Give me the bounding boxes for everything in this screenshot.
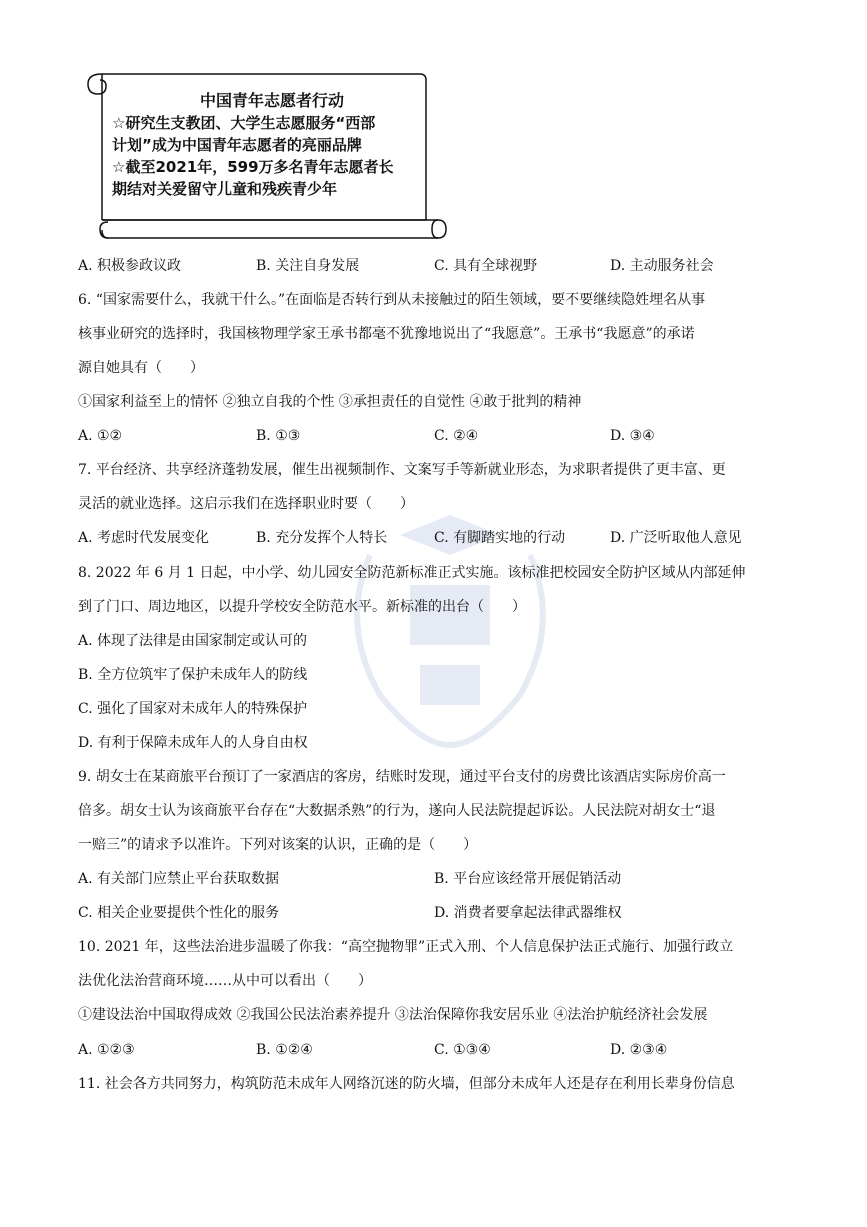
q9-option-b: B. 平台应该经常开展促销活动	[434, 871, 622, 887]
q6-stem-line: 核事业研究的选择时，我国核物理学家王承书都毫不犹豫地说出了“我愿意”。王承书“我愿意”的承诺	[78, 326, 695, 342]
q6-option-a: A. ①②	[78, 428, 123, 444]
q6-option-c: C. ②④	[434, 428, 479, 444]
q6-choices-list: ①国家利益至上的情怀 ②独立自我的个性 ③承担责任的自觉性 ④敢于批判的精神	[78, 394, 582, 410]
q9-option-d: D. 消费者要拿起法律武器维权	[434, 905, 622, 921]
q7-option-a: A. 考虑时代发展变化	[78, 530, 210, 546]
scroll-line: 期结对关爱留守儿童和残疾青少年	[112, 180, 338, 198]
q8-option-b: B. 全方位筑牢了保护未成年人的防线	[78, 667, 308, 683]
q6-stem-line: 源自她具有（ ）	[78, 360, 204, 376]
q9-stem-line: 一赔三”的请求予以准许。下列对该案的认识，正确的是（ ）	[78, 837, 478, 853]
q5-option-c: C. 具有全球视野	[434, 258, 538, 274]
q8-option-c: C. 强化了国家对未成年人的特殊保护	[78, 701, 308, 717]
scroll-title: 中国青年志愿者行动	[199, 91, 344, 110]
q9-stem-line: 倍多。胡女士认为该商旅平台存在“大数据杀熟”的行为，遂向人民法院提起诉讼。人民法院对胡女士“退	[78, 803, 716, 819]
q7-option-c: C. 有脚踏实地的行动	[434, 530, 566, 546]
q10-stem-line: 10. 2021 年，这些法治进步温暖了你我：“高空抛物罪”正式入刑、个人信息保护法正式施行、加强行政立	[78, 939, 734, 955]
q10-option-d: D. ②③④	[610, 1042, 668, 1058]
q9-option-a: A. 有关部门应禁止平台获取数据	[78, 871, 280, 887]
scroll-line: ☆截至2021年，599万多名青年志愿者长	[112, 158, 394, 176]
q6-option-b: B. ①③	[256, 428, 301, 444]
q8-option-a: A. 体现了法律是由国家制定或认可的	[78, 633, 308, 649]
q9-option-c: C. 相关企业要提供个性化的服务	[78, 905, 280, 921]
q5-option-d: D. 主动服务社会	[610, 258, 714, 274]
q9-stem-line: 9. 胡女士在某商旅平台预订了一家酒店的客房，结账时发现，通过平台支付的房费比该酒店实际房价高一	[78, 769, 726, 785]
scroll-line: 计划”成为中国青年志愿者的亮丽品牌	[112, 136, 362, 154]
q6-option-d: D. ③④	[610, 428, 655, 444]
q8-stem-line: 8. 2022 年 6 月 1 日起，中小学、幼儿园安全防范新标准正式实施。该标准把校园安全防护区域从内部延伸	[78, 565, 746, 581]
q7-stem-line: 灵活的就业选择。这启示我们在选择职业时要（ ）	[78, 496, 414, 512]
q6-stem-line: 6. “国家需要什么，我就干什么。”在面临是否转行到从未接触过的陌生领域，要不要继续隐姓埋名从事	[78, 292, 706, 308]
q10-stem-line: 法优化法治营商环境……从中可以看出（ ）	[78, 973, 372, 989]
q5-option-a: A. 积极参政议政	[78, 258, 182, 274]
q7-stem-line: 7. 平台经济、共享经济蓬勃发展，催生出视频制作、文案写手等新就业形态，为求职者提供了更丰富、更	[78, 462, 726, 478]
q10-option-b: B. ①②④	[256, 1042, 313, 1058]
scroll-banner	[80, 72, 448, 244]
q7-option-b: B. 充分发挥个人特长	[256, 530, 388, 546]
q11-stem-line: 11. 社会各方共同努力，构筑防范未成年人网络沉迷的防火墙，但部分未成年人还是存在利用长辈身份信息	[78, 1076, 735, 1092]
q10-choices-list: ①建设法治中国取得成效 ②我国公民法治素养提升 ③法治保障你我安居乐业 ④法治护航经济社会发展	[78, 1007, 708, 1023]
q5-option-b: B. 关注自身发展	[256, 258, 360, 274]
q10-option-c: C. ①③④	[434, 1042, 491, 1058]
scroll-text	[112, 90, 432, 200]
q7-option-d: D. 广泛听取他人意见	[610, 530, 742, 546]
q10-option-a: A. ①②③	[78, 1042, 135, 1058]
scroll-line: ☆研究生支教团、大学生志愿服务“西部	[112, 114, 376, 132]
q8-stem-line: 到了门口、周边地区，以提升学校安全防范水平。新标准的出台（ ）	[78, 599, 526, 615]
q8-option-d: D. 有利于保障未成年人的人身自由权	[78, 735, 308, 751]
